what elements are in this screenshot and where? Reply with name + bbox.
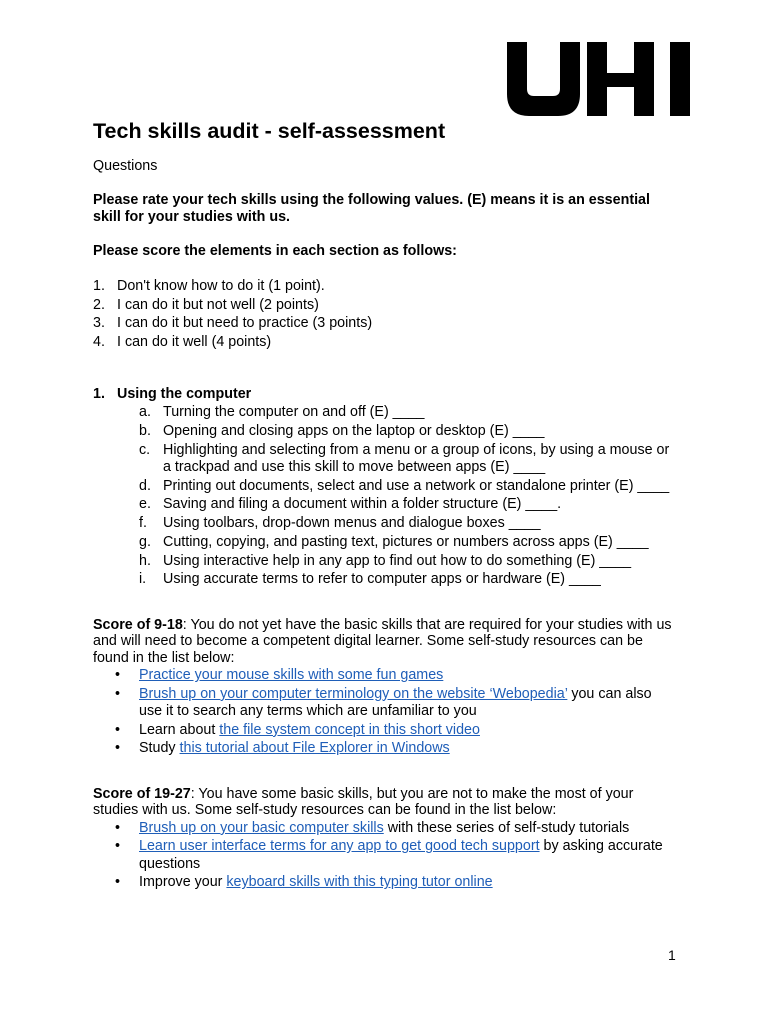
task-item: b. Opening and closing apps on the laptop or desktop (E) ____ <box>139 422 545 439</box>
score-19-27-block <box>93 786 673 892</box>
mouse-skills-link[interactable]: Practice your mouse skills with some fun games <box>139 667 444 684</box>
resource-item: • Learn about the file system concept in this short video <box>115 721 480 738</box>
webopedia-link[interactable]: Brush up on your computer terminology on the website ‘Webopedia’ <box>139 685 568 702</box>
scale-item: 2. I can do it but not well (2 points) <box>93 296 319 313</box>
resource-list <box>115 667 673 758</box>
task-item: h. Using interactive help in any app to find out how to do something (E) ____ <box>139 552 632 569</box>
resource-item: • Improve your keyboard skills with this typing tutor online <box>115 874 493 891</box>
page-number: 1 <box>668 947 676 963</box>
task-item: d. Printing out documents, select and use a network or standalone printer (E) ____ <box>139 477 670 494</box>
resource-item: • Brush up on your basic computer skills with these series of self-study tutorials <box>115 819 630 836</box>
section-using-the-computer <box>93 386 673 589</box>
scale-item: 3. I can do it but need to practice (3 points) <box>93 315 373 331</box>
typing-tutor-link[interactable]: keyboard skills with this typing tutor online <box>226 874 493 891</box>
task-list <box>139 404 673 589</box>
score-19-27-text: Score of 19-27: You have some basic skills, but you are not to make the most of your studies with us. Some self-study resources can be found in the list below: <box>93 785 634 819</box>
file-system-video-link[interactable]: the file system concept in this short video <box>219 721 480 738</box>
ui-terms-link[interactable]: Learn user interface terms for any app to get good tech support <box>139 838 540 855</box>
score-9-18-block <box>93 617 673 758</box>
scale-item: 4. I can do it well (4 points) <box>93 333 272 350</box>
scale-item: 1. Don't know how to do it (1 point). <box>93 278 325 294</box>
task-item: c. Highlighting and selecting from a menu or a group of icons, by using a mouse or a trackpad and use this skill to move between apps (E) ____ <box>139 441 670 476</box>
uhi-logo <box>507 42 713 116</box>
intro-text: Please rate your tech skills using the following values. (E) means it is an essential skill for your studies with us. <box>93 192 650 225</box>
task-item: f. Using toolbars, drop-down menus and dialogue boxes ____ <box>139 515 541 532</box>
score-instructions: Please score the elements in each section as follows: <box>93 243 457 259</box>
subtitle: Questions <box>93 158 158 174</box>
resource-item: • Study this tutorial about File Explorer in Windows <box>115 740 450 757</box>
resource-item: • Brush up on your computer terminology on the website ‘Webopedia’ you can also use it to search any terms which are unfamiliar to you <box>115 685 652 720</box>
task-item: e. Saving and filing a document within a folder structure (E) ____. <box>139 496 562 513</box>
page-title: Tech skills audit - self-assessment <box>93 119 446 143</box>
resource-list <box>115 820 673 892</box>
section-heading: 1. Using the computer <box>93 386 252 402</box>
file-explorer-tutorial-link[interactable]: this tutorial about File Explorer in Windows <box>179 740 450 757</box>
task-item: i. Using accurate terms to refer to computer apps or hardware (E) ____ <box>139 571 601 588</box>
basic-computer-skills-link[interactable]: Brush up on your basic computer skills <box>139 819 384 836</box>
task-item: g. Cutting, copying, and pasting text, pictures or numbers across apps (E) ____ <box>139 533 649 550</box>
task-item: a. Turning the computer on and off (E) ____ <box>139 404 425 421</box>
resource-item: • Practice your mouse skills with some fun games <box>115 667 444 684</box>
document-body <box>93 118 673 892</box>
resource-item: • Learn user interface terms for any app to get good tech support by asking accurate questions <box>115 838 663 872</box>
score-9-18-text: Score of 9-18: You do not yet have the basic skills that are required for your studies with us and will need to become a competent digital learner. Some self-study resources can be found in the list below: <box>93 616 672 666</box>
scoring-scale-list <box>93 277 673 351</box>
